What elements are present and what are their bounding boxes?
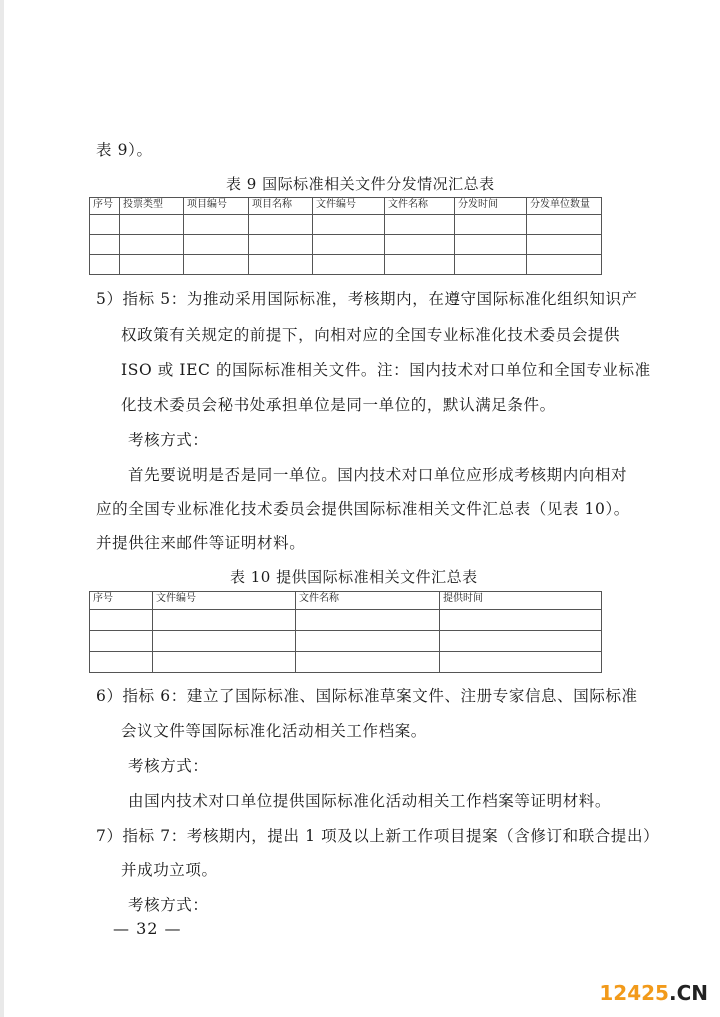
table-header-cell: 序号 [90,592,153,610]
text-line: 并成功立项。 [121,861,218,879]
table-header-cell: 文件编号 [153,592,296,610]
text-line: 表 9）。 [96,141,153,159]
table-header-row [90,198,602,215]
text-line: 考核方式： [128,431,209,449]
text-line: 并提供往来邮件等证明材料。 [96,534,306,552]
table-row [90,215,602,235]
text-line: 由国内技术对口单位提供国际标准化活动相关工作档案等证明材料。 [128,792,612,810]
table-header-cell: 提供时间 [440,592,602,610]
table-row [90,255,602,275]
text-line: 应的全国专业标准化技术委员会提供国际标准相关文件汇总表（见表 10）。 [96,500,630,518]
table-row [90,631,602,652]
text-line: 会议文件等国际标准化活动相关工作档案。 [121,722,427,740]
page-number: — 32 — [113,919,182,938]
table-header-cell: 序号 [90,198,120,215]
table-row [90,652,602,673]
table-header-cell: 文件名称 [385,198,455,215]
text-line: 6）指标 6：建立了国际标准、国际标准草案文件、注册专家信息、国际标准 [96,687,638,705]
watermark-suffix: .CN [668,981,708,1005]
table9-caption: 表 9 国际标准相关文件分发情况汇总表 [226,175,495,193]
text-line: 5）指标 5：为推动采用国际标准，考核期内，在遵守国际标准化组织知识产 [96,290,638,308]
table9 [89,197,602,275]
table-header-cell: 分发单位数量 [527,198,602,215]
site-watermark [599,981,708,1005]
table-header-row [90,592,602,610]
table10 [89,591,602,673]
watermark-digits: 12425 [599,981,669,1005]
text-line: 7）指标 7：考核期内，提出 1 项及以上新工作项目提案（含修订和联合提出） [96,827,660,845]
text-line: ISO 或 IEC 的国际标准相关文件。注：国内技术对口单位和全国专业标准 [121,361,651,379]
table-header-cell: 分发时间 [455,198,527,215]
text-line: 考核方式： [128,896,209,914]
table-row [90,610,602,631]
table10-caption: 表 10 提供国际标准相关文件汇总表 [230,568,478,586]
text-line: 首先要说明是否是同一单位。国内技术对口单位应形成考核期内向相对 [128,466,628,484]
table-header-cell: 投票类型 [120,198,184,215]
text-line: 考核方式： [128,757,209,775]
table-row [90,235,602,255]
text-line: 化技术委员会秘书处承担单位是同一单位的，默认满足条件。 [121,396,556,414]
page-edge [0,0,4,1017]
table-header-cell: 项目编号 [184,198,249,215]
text-line: 权政策有关规定的前提下，向相对应的全国专业标准化技术委员会提供 [121,326,621,344]
table-header-cell: 文件名称 [296,592,440,610]
table-header-cell: 项目名称 [249,198,313,215]
table-header-cell: 文件编号 [313,198,385,215]
